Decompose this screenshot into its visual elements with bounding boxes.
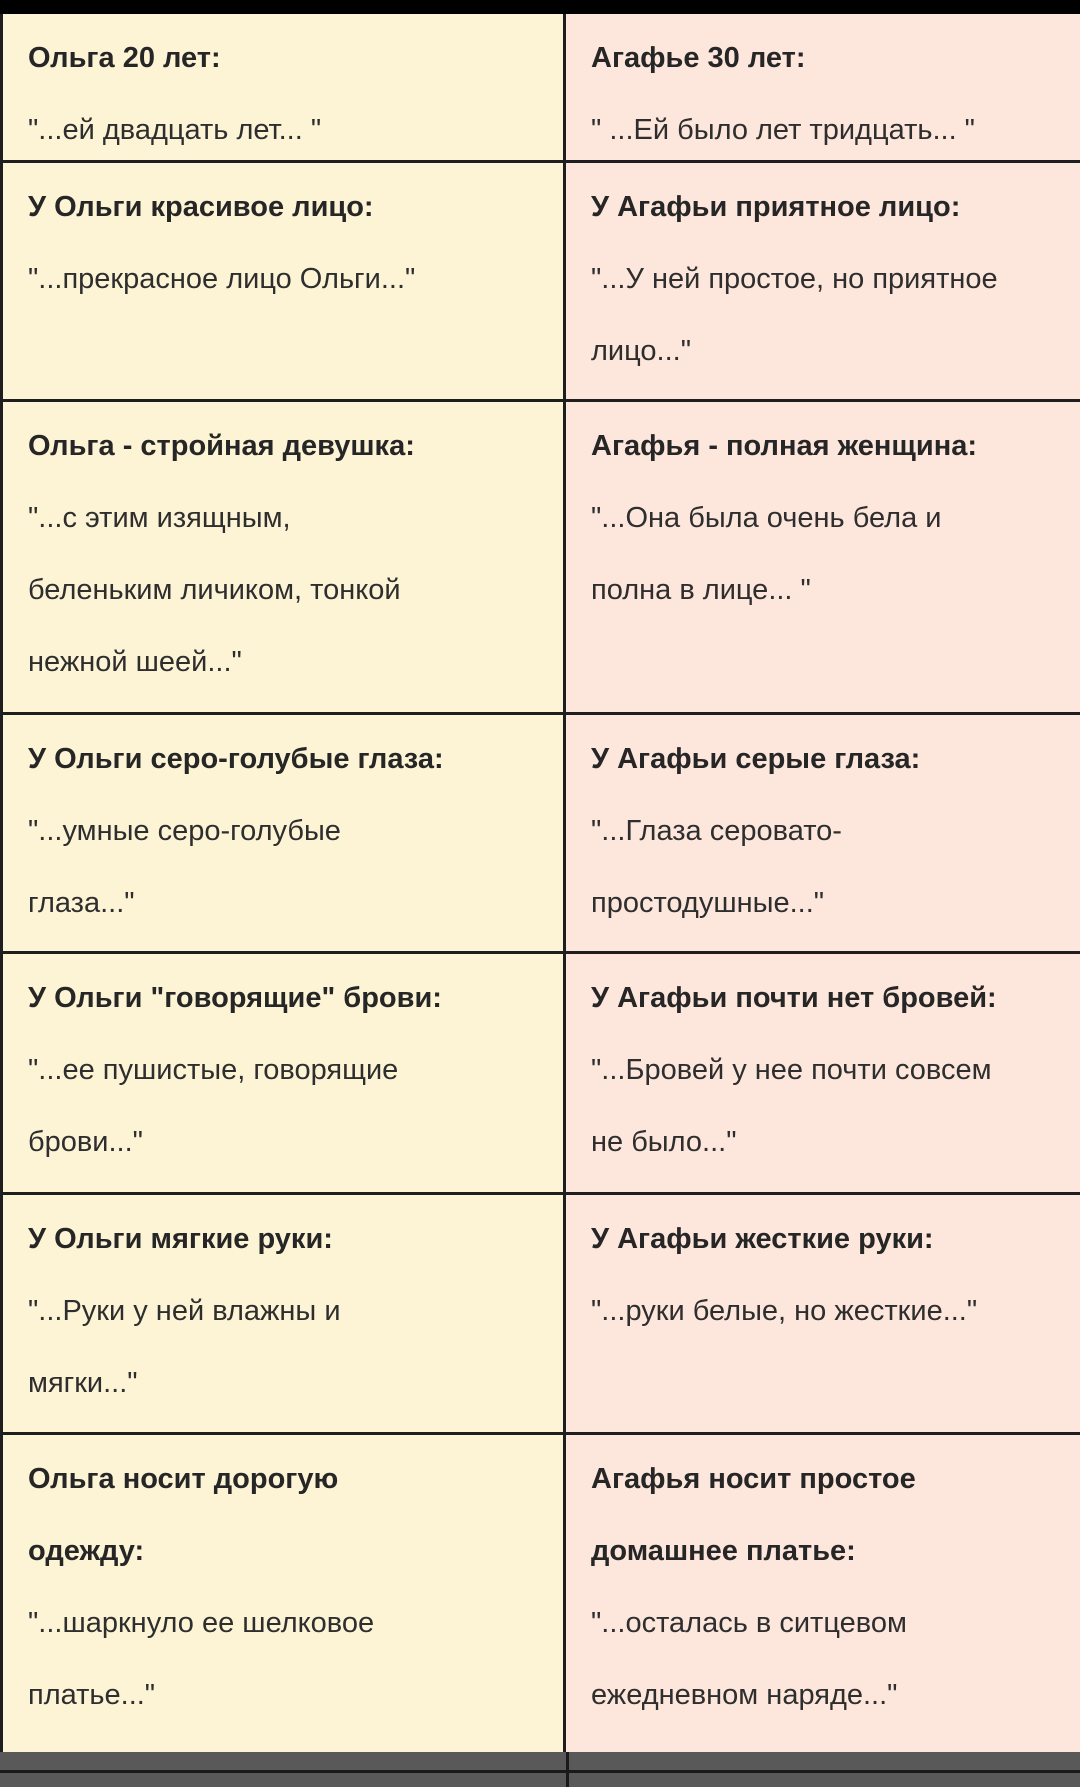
cell-quote: "...Бровей у нее почти совсем (591, 1054, 992, 1086)
cell-quote: "...Она была очень бела и (591, 502, 942, 534)
agafya-cell (566, 402, 1080, 712)
cell-quote: ежедневном наряде..." (591, 1679, 898, 1711)
cell-quote: брови..." (28, 1126, 143, 1158)
agafya-cell (566, 1435, 1080, 1759)
agafya-cell (566, 1195, 1080, 1432)
cell-quote: "...шаркнуло ее шелковое (28, 1607, 375, 1639)
cell-heading: Ольга носит дорогую (28, 1463, 339, 1495)
olga-cell (0, 1195, 566, 1432)
cell-quote: не было..." (591, 1126, 737, 1158)
cell-quote: "...У ней простое, но приятное (591, 263, 998, 295)
table-row (0, 1435, 1080, 1759)
table-row (0, 14, 1080, 160)
top-bar (0, 0, 1080, 14)
table-row (0, 954, 1080, 1192)
cell-heading: У Ольги мягкие руки: (28, 1223, 333, 1255)
cell-quote: "...умные серо-голубые (28, 815, 341, 847)
table-row (0, 163, 1080, 399)
agafya-cell (566, 715, 1080, 951)
bottom-overlay (0, 1752, 1080, 1787)
cell-quote: "...ее пушистые, говорящие (28, 1054, 399, 1086)
cell-quote: мягки..." (28, 1367, 138, 1399)
cell-heading: У Агафьи жесткие руки: (591, 1223, 934, 1255)
olga-cell (0, 163, 566, 399)
agafya-cell (566, 954, 1080, 1192)
olga-cell (0, 954, 566, 1192)
cell-quote: "...осталась в ситцевом (591, 1607, 907, 1639)
cell-heading: У Агафьи приятное лицо: (591, 191, 961, 223)
cell-heading: Ольга - стройная девушка: (28, 430, 415, 462)
cell-quote: глаза..." (28, 887, 135, 919)
cell-heading: У Ольги серо-голубые глаза: (28, 743, 444, 775)
cell-quote: полна в лице... " (591, 574, 811, 606)
cell-quote: "...Руки у ней влажны и (28, 1295, 341, 1327)
cell-quote: платье..." (28, 1679, 156, 1711)
cell-heading: одежду: (28, 1535, 145, 1567)
cell-quote: беленьким личиком, тонкой (28, 574, 401, 606)
cell-heading: У Ольги красивое лицо: (28, 191, 374, 223)
cell-heading: У Агафьи почти нет бровей: (591, 982, 997, 1014)
table-row (0, 1195, 1080, 1432)
comparison-table (0, 14, 1080, 1759)
cell-quote: нежной шеей..." (28, 646, 242, 678)
table-row (0, 402, 1080, 712)
table-row (0, 715, 1080, 951)
olga-cell (0, 715, 566, 951)
agafya-cell (566, 163, 1080, 399)
cell-heading: У Агафьи серые глаза: (591, 743, 921, 775)
row-divider (0, 1770, 1080, 1773)
cell-heading: Ольга 20 лет: (28, 42, 221, 74)
cell-heading: Агафья - полная женщина: (591, 430, 978, 462)
cell-quote: "...Глаза серовато- (591, 815, 842, 847)
cell-heading: У Ольги "говорящие" брови: (28, 982, 442, 1014)
cell-quote: "...руки белые, но жесткие..." (591, 1295, 978, 1327)
olga-cell (0, 14, 566, 160)
olga-cell (0, 402, 566, 712)
cell-heading: Агафья носит простое (591, 1463, 916, 1495)
olga-cell (0, 1435, 566, 1759)
cell-heading: домашнее платье: (591, 1535, 856, 1567)
cell-quote: "...ей двадцать лет... " (28, 114, 322, 146)
cell-heading: Агафье 30 лет: (591, 42, 806, 74)
cell-quote: " ...Ей было лет тридцать... " (591, 114, 975, 146)
cell-quote: простодушные..." (591, 887, 825, 919)
cell-quote: лицо..." (591, 335, 691, 367)
cell-quote: "...с этим изящным, (28, 502, 291, 534)
agafya-cell (566, 14, 1080, 160)
cell-quote: "...прекрасное лицо Ольги..." (28, 263, 416, 295)
